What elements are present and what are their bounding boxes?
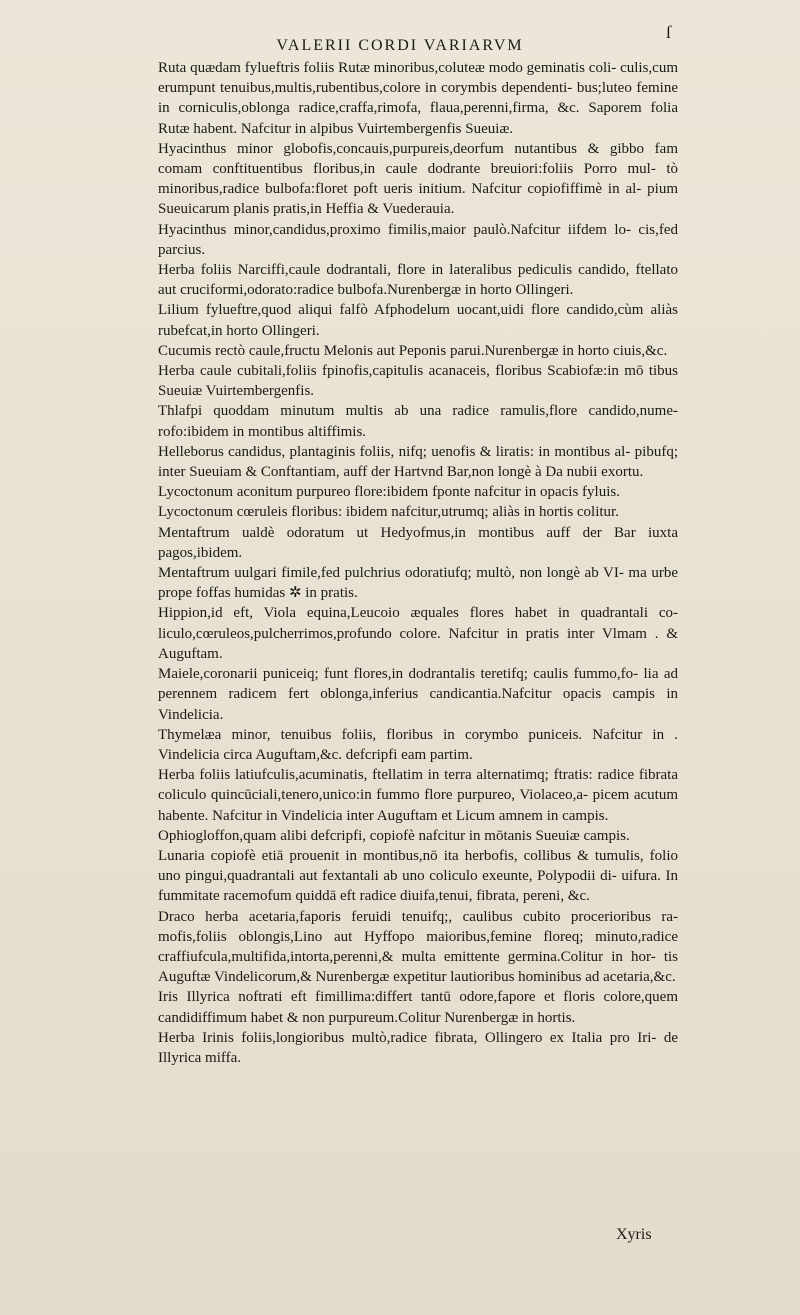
paragraph: Ophiogloffon,quam alibi defcripfi, copiofè nafcitur in mōtanis Sueuiæ campis. bbox=[158, 827, 630, 844]
paragraph: Lilium fylueftre,quod aliqui falfò Afphodelum uocant,uidi flore candido,cùm aliàs rubefcat,in horto Ollingeri. bbox=[158, 302, 678, 339]
catchword: Xyris bbox=[616, 1226, 652, 1243]
paragraph: Maiele,coronarii puniceiq; funt flores,in dodrantalis teretifq; caulis fummo,fo- lia ad perennem radicem fert oblonga,inferius candicantia.Nafcitur opacis campis in Vindelicia. bbox=[158, 666, 678, 723]
paragraph: Cucumis rectò caule,fructu Melonis aut Peponis parui.Nurenbergæ in horto ciuis,&c. bbox=[158, 342, 668, 359]
corner-mark: ſ bbox=[666, 22, 672, 42]
paragraph: Herba caule cubitali,foliis fpinofis,capitulis acanaceis, floribus Scabiofæ:in mō tibus Sueuiæ Vuirtembergenfis. bbox=[158, 363, 678, 400]
paragraph: Lycoctonum cœruleis floribus: ibidem nafcitur,utrumq; aliàs in hortis colitur. bbox=[158, 504, 619, 521]
paragraph: Hippion,id eft, Viola equina,Leucoio æquales flores habet in quadrantali co- liculo,cœruleos,pulcherrimos,profundo colore. Nafcitur in pratis inter Vlmam . & Auguftam. bbox=[158, 605, 678, 662]
paragraph: Lunaria copiofè etiā prouenit in montibus,nō ita herbofis, collibus & tumulis, folio uno pingui,quadrantali aut fextantali ab uno coliculo exeunte, Polypodii di- uifura. In fummitate racemofum quiddā eft radice diuifa,tenui, fibrata, pereni, &c. bbox=[158, 847, 678, 905]
paragraph: Herba foliis latiufculis,acuminatis, ftellatim in terra alternatimq; ftratis: radice fibrata coliculo quincūciali,tenero,unico:in fummo flore purpureo, Violaceo,a- picem acutum habente. Nafcitur in Vindelicia inter Auguftam et Licum amnem in campis. bbox=[158, 767, 678, 824]
paragraph: Draco herba acetaria,faporis feruidi tenuifq;, caulibus cubito procerioribus ra- mofis,foliis oblongis,Lino aut Hyffopo maioribus,femine floreq; minuto,radice craffiufcula,multifida,intorta,perenni,& multa emittente germina.Colitur in hor- tis Auguftæ Vindelicorum,& Nurenbergæ expetitur lautioribus hominibus ad acetaria,&c. bbox=[158, 908, 678, 986]
running-head: VALERII CORDI VARIARVM bbox=[276, 37, 524, 54]
paragraph: Herba Irinis foliis,longioribus multò,radice fibrata, Ollingero ex Italia pro Iri- de Illyrica miffa. bbox=[158, 1029, 678, 1066]
paragraph: Mentaftrum uulgari fimile,fed pulchrius odoratiufq; multò, non longè ab VI- ma urbe prope foffas humidas ✲ in pratis. bbox=[158, 565, 678, 602]
paragraph: Thymelæa minor, tenuibus foliis, floribus in corymbo puniceis. Nafcitur in . Vindelicia circa Auguftam,&c. defcripfi eam partim. bbox=[158, 726, 678, 763]
paragraph: Hyacinthus minor globofis,concauis,purpureis,deorfum nutantibus & gibbo fam comam conftituentibus floribus,in caule dodrante breuiori:foliis Porro mul- tò minoribus,radice bulbofa:floret poft ueris initium. Nafcitur copiofiffimè in al- pium Sueuicarum planis pratis,in Heffia & Vuederauia. bbox=[158, 140, 678, 218]
paragraph: Thlafpi quoddam minutum multis ab una radice ramulis,flore candido,nume- rofo:ibidem in montibus altiffimis. bbox=[158, 403, 678, 440]
paragraph: Iris Illyrica noftrati eft fimillima:differt tantū odore,fapore et floris colore,quem candidiffimum habet & non purpureum.Colitur Nurenbergæ in hortis. bbox=[158, 989, 678, 1026]
paragraph: Lycoctonum aconitum purpureo flore:ibidem fponte nafcitur in opacis fyluis. bbox=[158, 484, 620, 501]
paragraph: Helleborus candidus, plantaginis foliis, nifq; uenofis & liratis: in montibus al- pibufq; inter Sueuiam & Conftantiam, auff der Hartvnd Bar,non longè à Da nubii exortu. bbox=[158, 443, 678, 481]
paragraph: Hyacinthus minor,candidus,proximo fimilis,maior paulò.Nafcitur iifdem lo- cis,fed parcius. bbox=[158, 221, 678, 258]
paragraph: Ruta quædam fylueftris foliis Rutæ minoribus,coluteæ modo geminatis coli- culis,cum erumpunt tenuibus,multis,rubentibus,colore in corymbis dependenti- bus;luteo femine in corniculis,oblonga radice,craffa,rimofa, flaua,perenni,firma, &c. Saporem folia Rutæ habent. Nafcitur in alpibus Vuirtembergenfis Sueuiæ. bbox=[158, 60, 678, 137]
paragraph: Mentaftrum ualdè odoratum ut Hedyofmus,in montibus auff der Bar iuxta pagos,ibidem. bbox=[158, 524, 678, 561]
paragraph: Herba foliis Narciffi,caule dodrantali, flore in lateralibus pediculis candido, ftellato aut cruciformi,odorato:radice bulbofa.Nurenbergæ in horto Ollingeri. bbox=[158, 262, 678, 299]
body-text bbox=[158, 58, 678, 1068]
